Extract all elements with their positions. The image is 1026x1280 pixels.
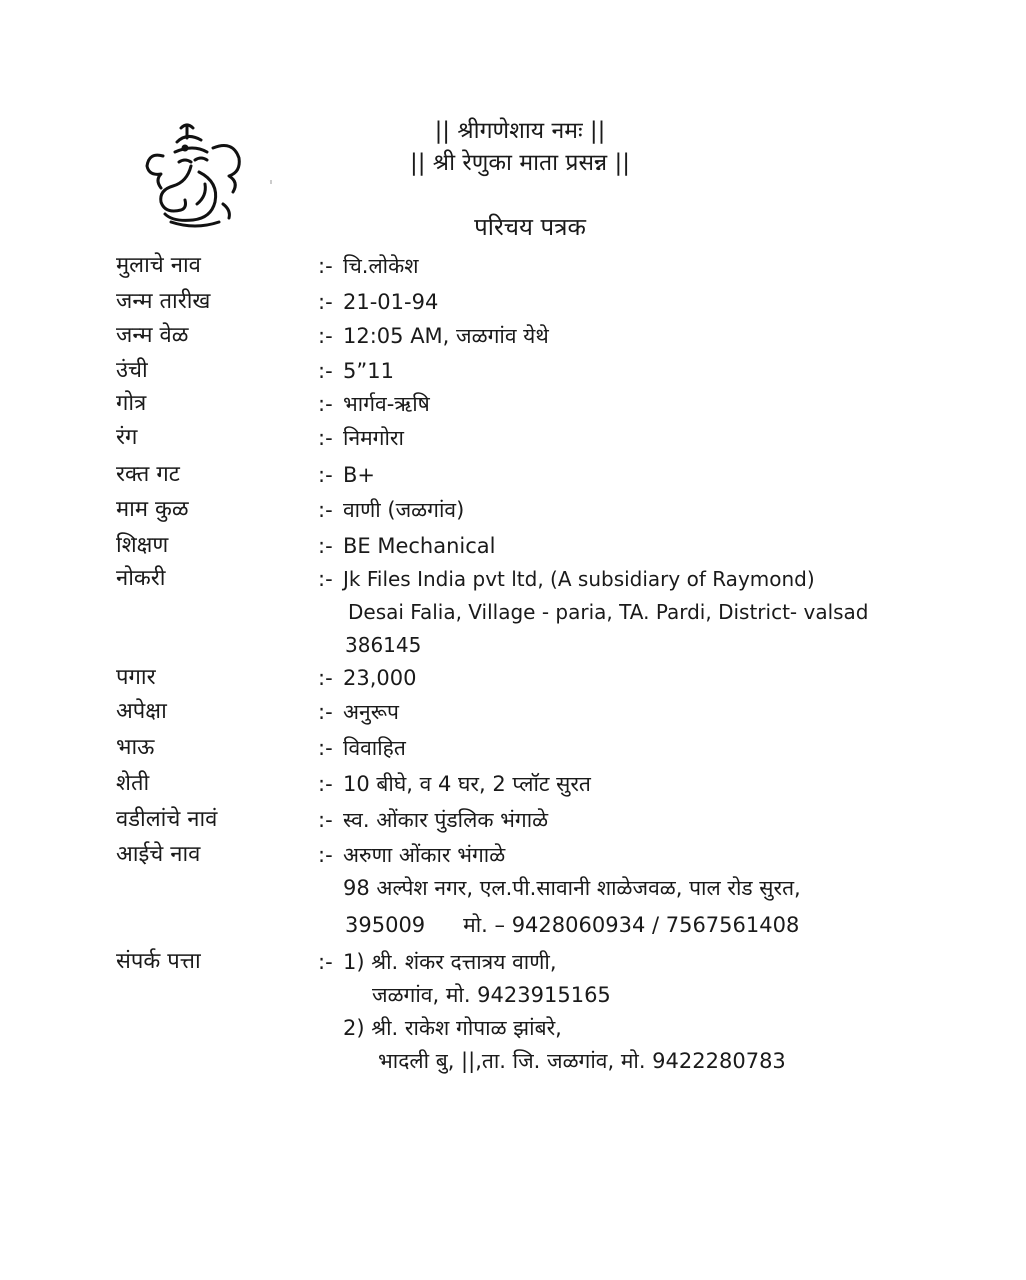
field-value: 21-01-94 (343, 290, 439, 314)
field-label: गोत्र (116, 391, 147, 416)
mother-address-line: 98 अल्पेश नगर, एल.पी.सावानी शाळेजवळ, पाल रोड सुरत, (343, 876, 801, 900)
field-label: आईचे नाव (116, 842, 201, 867)
field-value: Jk Files India pvt ltd, (A subsidiary of Raymond) (343, 567, 815, 591)
field-value: BE Mechanical (343, 534, 496, 558)
field-value: अनुरूप (343, 700, 399, 724)
field-label: अपेक्षा (116, 699, 167, 724)
separator: :- (318, 700, 333, 724)
separator: :- (318, 290, 333, 314)
separator: :- (318, 534, 333, 558)
field-label: पगार (116, 665, 156, 690)
separator: :- (318, 843, 333, 867)
field-value: निमगोरा (343, 426, 404, 450)
field-value: 5”11 (343, 359, 394, 383)
separator: :- (318, 426, 333, 450)
mother-pincode: 395009 (345, 913, 426, 937)
separator: :- (318, 498, 333, 522)
field-value: 10 बीघे, व 4 घर, 2 प्लॉट सुरत (343, 772, 591, 796)
separator: :- (318, 254, 333, 278)
field-value: स्व. ओंकार पुंडलिक भंगाळे (343, 808, 549, 832)
field-label: रंग (116, 425, 138, 450)
separator: :- (318, 567, 333, 591)
separator: :- (318, 808, 333, 832)
field-label: जन्म तारीख (116, 289, 211, 314)
field-value: विवाहित (343, 736, 406, 760)
job-address-line: Desai Falia, Village - paria, TA. Pardi, District- valsad (348, 600, 869, 624)
field-label: माम कुळ (116, 497, 189, 522)
field-label: शिक्षण (116, 533, 169, 558)
separator: :- (318, 772, 333, 796)
mother-mobile: मो. – 9428060934 / 7567561408 (463, 913, 800, 937)
separator: :- (318, 392, 333, 416)
field-value: 12:05 AM, जळगांव येथे (343, 324, 549, 348)
field-value: 23,000 (343, 666, 417, 690)
ganesha-icon (135, 118, 275, 233)
field-label: शेती (116, 771, 150, 796)
field-label: नोकरी (116, 566, 166, 591)
contact-2-line-1: 2) श्री. राकेश गोपाळ झांबरे, (343, 1016, 562, 1040)
field-value: चि.लोकेश (343, 254, 419, 278)
separator: :- (318, 463, 333, 487)
field-value: B+ (343, 463, 376, 487)
field-label: उंची (116, 358, 148, 383)
field-label: मुलाचे नाव (116, 253, 201, 278)
contact-2-line-2: भादली बु, ||,ता. जि. जळगांव, मो. 9422280783 (378, 1049, 786, 1073)
field-label: भाऊ (116, 735, 155, 760)
field-label: वडीलांचे नावं (116, 807, 218, 832)
invocation-line-2: || श्री रेणुका माता प्रसन्न || (410, 150, 630, 176)
field-value: वाणी (जळगांव) (343, 498, 465, 522)
invocation-line-1: || श्रीगणेशाय नमः || (434, 118, 606, 144)
document-title: परिचय पत्रक (474, 213, 586, 241)
job-pincode: 386145 (345, 633, 422, 657)
separator: :- (318, 666, 333, 690)
mother-pincode-mobile (345, 911, 799, 939)
field-value: अरुणा ओंकार भंगाळे (343, 843, 506, 867)
contact-1-line-2: जळगांव, मो. 9423915165 (372, 983, 611, 1007)
field-value: भार्गव-ऋषि (343, 392, 430, 416)
contact-1-line-1: 1) श्री. शंकर दत्तात्रय वाणी, (343, 950, 557, 974)
field-label: संपर्क पत्ता (116, 949, 201, 974)
separator: :- (318, 324, 333, 348)
separator: :- (318, 736, 333, 760)
separator: :- (318, 950, 333, 974)
field-label: जन्म वेळ (116, 323, 189, 348)
separator: :- (318, 359, 333, 383)
field-label: रक्त गट (116, 462, 180, 487)
